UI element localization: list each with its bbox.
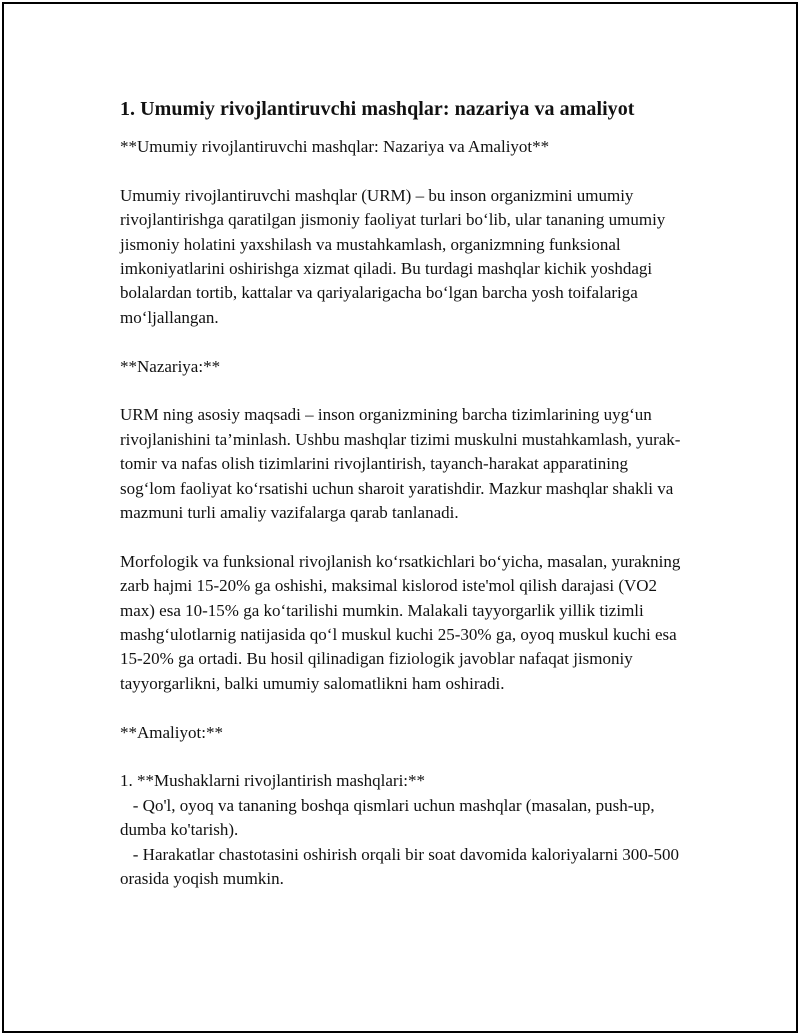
practice-sub-item-1: - Qo'l, oyoq va tananing boshqa qismlari uchun mashqlar (masalan, push-up, dumba ko'tarish). <box>120 795 659 840</box>
practice-list-item-1: 1. **Mushaklarni rivojlantirish mashqlari:** <box>120 771 426 791</box>
theory-paragraph-1: URM ning asosiy maqsadi – inson organizmining barcha tizimlarining uyg‘un rivojlanishini ta’minlash. Ushbu mashqlar tizimi muskulni mustahkamlash, yurak-tomir va nafas olish tizimlarini rivojlantirish, tayanch-harakat apparatining sog‘lom faoliyat ko‘rsatishi uchun sharoit yaratishdir. Mazkur mashqlar shakli va mazmuni turli amaliy vazifalarga qarab tanlanadi. <box>120 405 681 523</box>
document-heading: 1. Umumiy rivojlantiruvchi mashqlar: nazariya va amaliyot <box>120 98 635 120</box>
document-page <box>2 2 798 1033</box>
theory-paragraph-2: Morfologik va funksional rivojlanish ko‘rsatkichlari bo‘yicha, masalan, yurakning zarb hajmi 15-20% ga oshishi, maksimal kislorod iste'mol qilish darajasi (VO2 max) esa 10-15% ga ko‘tarilishi mumkin. Malakali tayyorgarlik yillik tizimli mashg‘ulotlarnig natijasida qo‘l muskul kuchi 25-30% ga, oyoq muskul kuchi esa 15-20% ga ortadi. Bu hosil qilinadigan fiziologik javoblar nafaqat jismoniy tayyorgarlikni, balki umumiy salomatlikni ham oshiradi. <box>120 551 681 693</box>
practice-heading: **Amaliyot:** <box>120 722 223 742</box>
intro-paragraph: Umumiy rivojlantiruvchi mashqlar (URM) – bu inson organizmini umumiy rivojlantirishga qaratilgan jismoniy faoliyat turlari bo‘lib, ular tananing umumiy jismoniy holatini yaxshilash va mustahkamlash, organizmning funksional imkoniyatlarini oshirishga xizmat qiladi. Bu turdagi mashqlar kichik yoshdagi bolalardan tortib, kattalar va qariyalarigacha bo‘lgan barcha yosh toifalariga mo‘ljallangan. <box>120 185 666 327</box>
practice-sub-item-2: - Harakatlar chastotasini oshirish orqali bir soat davomida kaloriyalarni 300-500 orasida yoqish mumkin. <box>120 844 684 889</box>
subtitle: **Umumiy rivojlantiruvchi mashqlar: Nazariya va Amaliyot** <box>120 137 550 156</box>
theory-heading: **Nazariya:** <box>120 356 221 376</box>
document-body <box>120 95 682 892</box>
